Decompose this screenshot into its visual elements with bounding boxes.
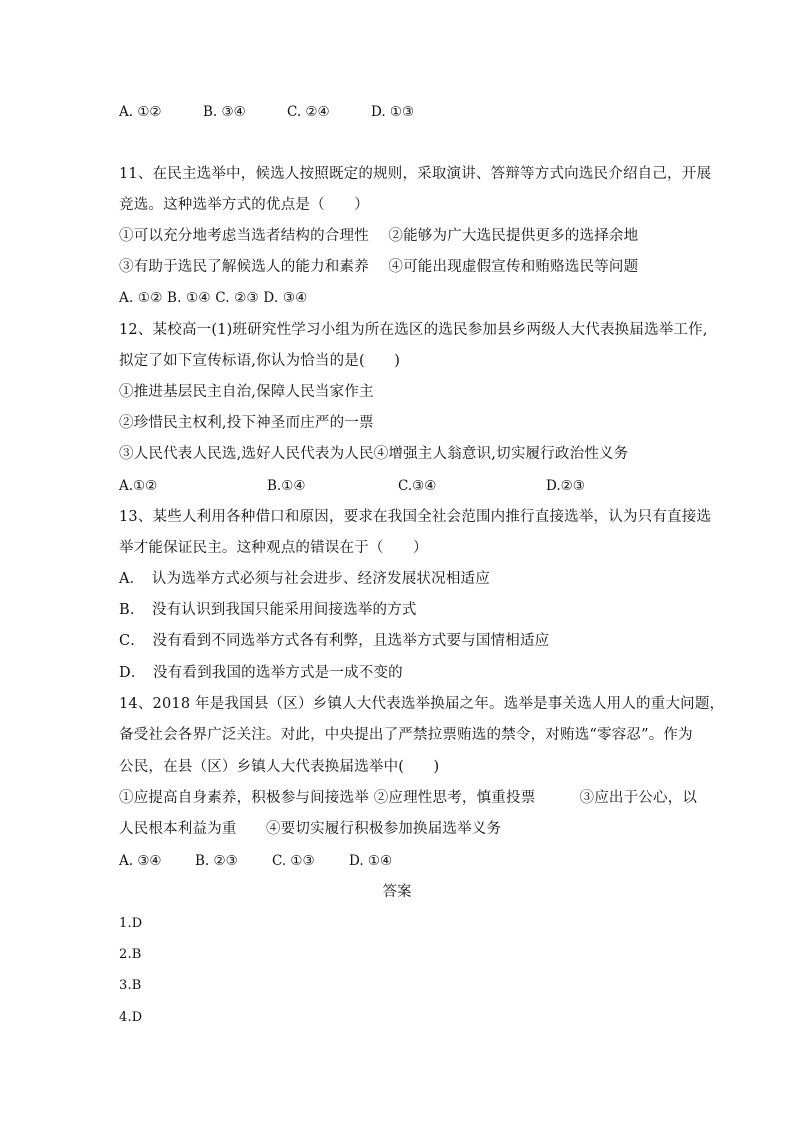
answer-item-3: 3.B xyxy=(119,978,142,993)
answer-item-2: 2.B xyxy=(119,947,142,962)
q14-item-line2: 人民根本利益为重 ④要切实履行积极参加换届选举义务 xyxy=(119,821,502,837)
q13-option-c: C． 没有看到不同选举方式各有利弊，且选举方式要与国情相适应 xyxy=(119,633,550,649)
q14-option-c: C. ①③ xyxy=(272,853,315,869)
q12-stem-line2: 拟定了如下宣传标语,你认为恰当的是( ) xyxy=(119,353,401,369)
q13-stem-line2: 举才能保证民主。这种观点的错误在于（ ） xyxy=(119,540,428,556)
answers-title: 答案 xyxy=(382,884,412,900)
q12-option-c: C.③④ xyxy=(398,478,437,494)
q14-stem-line2: 备受社会各界广泛关注。对此，中央提出了严禁拉票贿选的禁令，对贿选“零容忍”。作为 xyxy=(119,727,693,743)
q11-stem-line2: 竞选。这种选举方式的优点是（ ） xyxy=(119,197,369,213)
q14-stem-line3: 公民，在县（区）乡镇人大代表换届选举中( ) xyxy=(119,759,440,775)
q10-option-a: A. ①② xyxy=(119,104,162,120)
answer-item-4: 4.D xyxy=(119,1010,143,1025)
q12-option-b: B.①④ xyxy=(267,478,306,494)
q14-stem-line1: 14、2018 年是我国县（区）乡镇人大代表选举换届之年。选举是事关选人用人的重大问题， xyxy=(119,696,725,712)
q12-option-d: D.②③ xyxy=(546,478,585,494)
q12-option-a: A.①② xyxy=(119,478,158,494)
q13-option-d: D． 没有看到我国的选举方式是一成不变的 xyxy=(119,665,403,681)
q14-item-line1: ①应提高自身素养，积极参与间接选举 ②应理性思考，慎重投票 ③应出于公心，以 xyxy=(119,790,698,806)
q10-option-b: B. ③④ xyxy=(203,104,246,120)
q12-stem-line1: 12、某校高一(1)班研究性学习小组为所在选区的选民参加县乡两级人大代表换届选举工作, xyxy=(119,322,708,338)
q11-stem-line1: 11、在民主选举中，候选人按照既定的规则，采取演讲、答辩等方式向选民介绍自己，开展 xyxy=(119,166,712,182)
q14-option-a: A. ③④ xyxy=(119,853,162,869)
answer-item-1: 1.D xyxy=(119,916,143,931)
q11-item-line1: ①可以充分地考虑当选者结构的合理性 ②能够为广大选民提供更多的选择余地 xyxy=(119,228,639,244)
q14-option-d: D. ①④ xyxy=(349,853,393,869)
q10-option-c: C. ②④ xyxy=(287,104,330,120)
q13-option-b: B． 没有认识到我国只能采用间接选举的方式 xyxy=(119,602,417,618)
q14-option-b: B. ②③ xyxy=(195,853,238,869)
q12-item1: ①推进基层民主自治,保障人民当家作主 xyxy=(119,384,374,400)
q12-item2: ②珍惜民主权利,投下神圣而庄严的一票 xyxy=(119,415,374,431)
q11-options: A. ①② B. ①④ C. ②③ D. ③④ xyxy=(119,290,308,306)
q13-option-a: A． 认为选举方式必须与社会进步、经济发展状况相适应 xyxy=(119,571,490,587)
q10-option-d: D. ①③ xyxy=(371,104,415,120)
q11-item-line2: ③有助于选民了解候选人的能力和素养 ④可能出现虚假宣传和贿赂选民等问题 xyxy=(119,259,639,275)
q13-stem-line1: 13、某些人利用各种借口和原因，要求在我国全社会范围内推行直接选举，认为只有直接选 xyxy=(119,509,712,525)
q12-item3: ③人民代表人民选,选好人民代表为人民④增强主人翁意识,切实履行政治性义务 xyxy=(119,446,629,462)
